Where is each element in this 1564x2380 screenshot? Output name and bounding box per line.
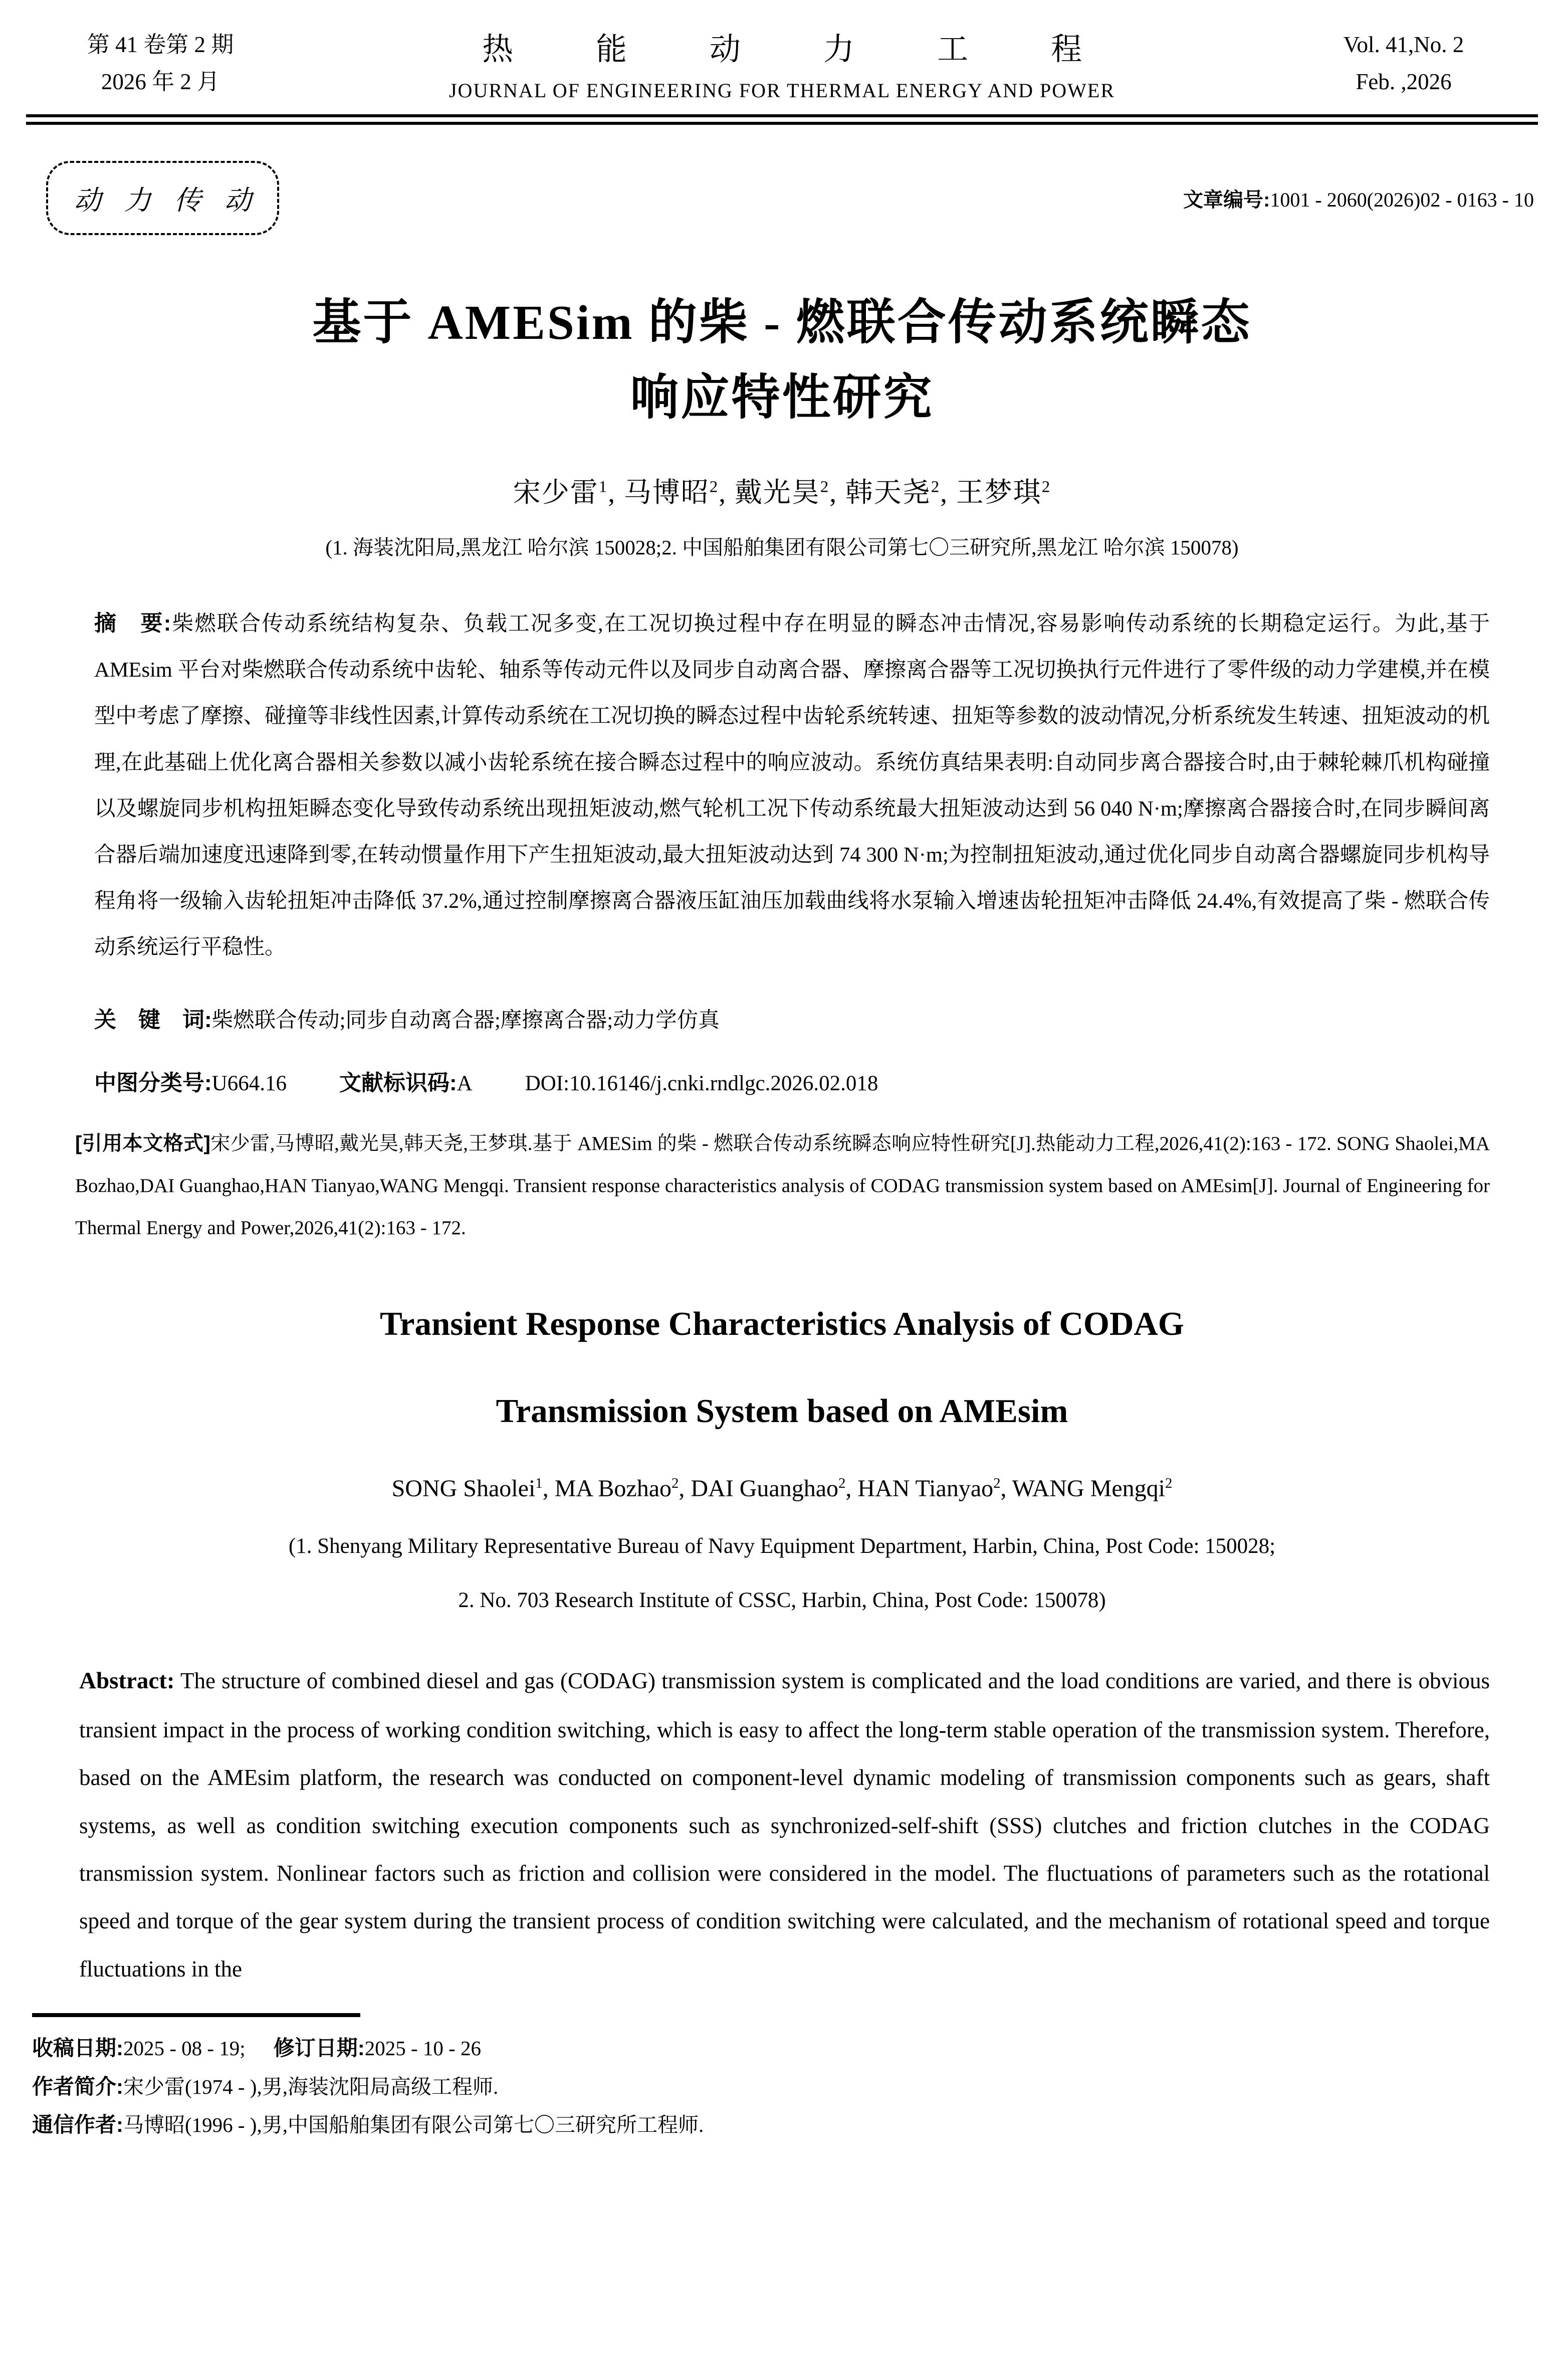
abstract-cn-label: 摘 要: [94,611,171,636]
affiliation-en-line2: 2. No. 703 Research Institute of CSSC, Harbin, China, Post Code: 150078) [458,1588,1106,1612]
received-date-value: 2025 - 08 - 19; [123,2037,246,2060]
article-title-cn-line1: 基于 AMESim 的柴 - 燃联合传动系统瞬态 [312,296,1252,349]
article-number-label: 文章编号: [1183,188,1270,211]
author-separator: , [829,477,837,508]
author-superscript: 1 [535,1475,543,1492]
footnote-author-bio [32,2068,1564,2106]
author-separator: , [719,477,727,508]
revised-date-label: 修订日期: [273,2036,365,2060]
article-title-cn-line2: 响应特性研究 [630,371,934,425]
header-divider [26,114,1538,125]
doi-label: DOI: [525,1072,570,1096]
author-superscript: 2 [1165,1475,1173,1492]
abstract-en [79,1656,1490,1993]
author-en: SONG Shaolei$^1$, [391,1475,555,1502]
author-separator: , [845,1475,858,1502]
article-title-en-line2: Transmission System based on AMEsim [496,1393,1068,1430]
journal-title-en: JOURNAL OF ENGINEERING FOR THERMAL ENERGY AND POWER [449,79,1115,102]
author-bio-label: 作者简介: [32,2074,123,2098]
author-en: WANG Mengqi$^2$ [1012,1475,1173,1502]
footnote-block [32,2013,1564,2144]
footnote-lines [32,2029,1564,2144]
author-list-cn [0,470,1564,510]
author-superscript: 2 [709,478,719,496]
author-separator: , [542,1475,555,1502]
journal-title-block [291,24,1273,102]
volume-info [1273,26,1534,100]
author-separator: , [940,477,949,508]
keywords-line [94,996,1490,1044]
article-title-en-line1: Transient Response Characteristics Analysis of CODAG [380,1305,1184,1342]
issue-info [30,26,291,100]
author-superscript: 2 [993,1475,1001,1492]
revised-date-value: 2025 - 10 - 26 [364,2037,482,2060]
author-en: MA Bozhao$^2$, [554,1475,691,1502]
doc-code-label: 文献标识码: [339,1071,457,1096]
article-title-en [0,1280,1564,1455]
citation-text: 宋少雷,马博昭,戴光昊,韩天尧,王梦琪.基于 AMESim 的柴 - 燃联合传动系统瞬态响应特性研究[J].热能动力工程,2026,41(2):163 - 172. SONG Shaolei,MA Bozhao,DAI Guanghao,HAN Tianyao,WANG Mengqi. Transient response characteristics analysis of CODAG transmission system based on AMEsim[J]. Journal of Engineering for Thermal Energy and Power,2026,41(2):163 - 172. [75,1133,1490,1239]
footnote-divider [32,2013,360,2017]
doc-code-value: A [457,1072,473,1096]
author-superscript: 1 [598,478,608,496]
doi-value: 10.16146/j.cnki.rndlgc.2026.02.018 [569,1072,878,1096]
keywords-label: 关 键 词: [94,1007,212,1032]
affiliation-en [0,1519,1564,1627]
author-bio-value: 宋少雷(1974 - ),男,海装沈阳局高级工程师. [123,2075,499,2098]
article-number [1183,184,1534,213]
abstract-en-label: Abstract: [79,1668,175,1694]
abstract-en-text: The structure of combined diesel and gas (CODAG) transmission system is complicated and the load conditions are varied, and there is obvious transient impact in the process of working condition switching, which is easy to affect the long-term stable operation of the transmission system. Therefore, based on the AMEsim platform, the research was conducted on component-level dynamic modeling of transmission components such as gears, shaft systems, as well as condition switching execution components such as synchronized-self-shift (SSS) clutches and friction clutches in the CODAG transmission system. Nonlinear factors such as friction and collision were considered in the model. The fluctuations of parameters such as the rotational speed and torque of the gear system during the transient process of condition switching were calculated, and the mechanism of rotational speed and torque fluctuations in the [79,1668,1490,1981]
article-title-cn [0,285,1564,436]
clc-label: 中图分类号: [94,1071,212,1096]
author-superscript: 2 [820,478,830,496]
author-cn: 王梦琪$^2$ [956,477,1051,508]
author-cn: 宋少雷$^1$, [513,477,616,508]
author-cn: 韩天尧$^2$, [845,477,949,508]
author-cn: 戴光昊$^2$, [734,477,837,508]
affiliation-en-line1: (1. Shenyang Military Representative Bureau of Navy Equipment Department, Harbin, China, Post Code: 150028; [288,1534,1276,1558]
citation-block [75,1122,1490,1249]
author-superscript: 2 [672,1475,679,1492]
author-superscript: 2 [931,478,941,496]
author-en: HAN Tianyao$^2$, [857,1475,1012,1502]
keywords-text: 柴燃联合传动;同步自动离合器;摩擦离合器;动力学仿真 [211,1008,720,1032]
author-superscript: 2 [838,1475,846,1492]
citation-label: [引用本文格式] [75,1132,210,1155]
corresponding-author-label: 通信作者: [32,2113,123,2137]
received-date-label: 收稿日期: [32,2036,123,2060]
corresponding-author-value: 马博昭(1996 - ),男,中国船舶集团有限公司第七〇三研究所工程师. [123,2113,704,2137]
author-separator: , [1000,1475,1012,1502]
author-superscript: 2 [1041,478,1051,496]
issue-date: 2026 年 2 月 [101,69,220,94]
classification-line [94,1065,1490,1097]
article-number-value: 1001 - 2060(2026)02 - 0163 - 10 [1270,188,1534,211]
author-separator: , [679,1475,691,1502]
author-cn: 马博昭$^2$, [623,477,727,508]
author-en: DAI Guanghao$^2$, [691,1475,858,1502]
volume-number: Vol. 41,No. 2 [1343,32,1464,57]
volume-date: Feb. ,2026 [1356,69,1452,94]
footnote-corresponding [32,2106,1564,2144]
author-list-en [0,1475,1564,1502]
clc-value: U664.16 [211,1072,287,1096]
journal-header [30,24,1534,102]
issue-volume: 第 41 卷第 2 期 [87,32,234,57]
column-badge [46,161,279,235]
abstract-cn [94,600,1490,971]
abstract-cn-text: 柴燃联合传动系统结构复杂、负载工况多变,在工况切换过程中存在明显的瞬态冲击情况,容易影响传动系统的长期稳定运行。为此,基于 AMEsim 平台对柴燃联合传动系统中齿轮、轴系等传动元件以及同步自动离合器、摩擦离合器等工况切换执行元件进行了零件级的动力学建模,并在模型中考虑了摩擦、碰撞等非线性因素,计算传动系统在工况切换的瞬态过程中齿轮系统转速、扭矩等参数的波动情况,分析系统发生转速、扭矩波动的机理,在此基础上优化离合器相关参数以减小齿轮系统在接合瞬态过程中的响应波动。系统仿真结果表明:自动同步离合器接合时,由于棘轮棘爪机构碰撞以及螺旋同步机构扭矩瞬态变化导致传动系统出现扭矩波动,燃气轮机工况下传动系统最大扭矩波动达到 56 040 N·m;摩擦离合器接合时,在同步瞬间离合器后端加速度迅速降到零,在转动惯量作用下产生扭矩波动,最大扭矩波动达到 74 300 N·m;为控制扭矩波动,通过优化同步自动离合器螺旋同步机构导程角将一级输入齿轮扭矩冲击降低 37.2%,通过控制摩擦离合器液压缸油压加载曲线将水泵输入增速齿轮扭矩冲击降低 24.4%,有效提高了柴 - 燃联合传动系统运行平稳性。 [94,612,1490,959]
badge-row [46,161,1534,235]
author-separator: , [608,477,616,508]
paper-page [0,24,1564,2380]
journal-title-cn: 热能动力工程 [482,33,1165,67]
column-badge-label: 动力传动 [74,185,275,216]
footnote-dates [32,2029,1564,2067]
affiliation-cn: (1. 海装沈阳局,黑龙江 哈尔滨 150028;2. 中国船舶集团有限公司第七〇三研究所,黑龙江 哈尔滨 150078) [325,535,1239,559]
